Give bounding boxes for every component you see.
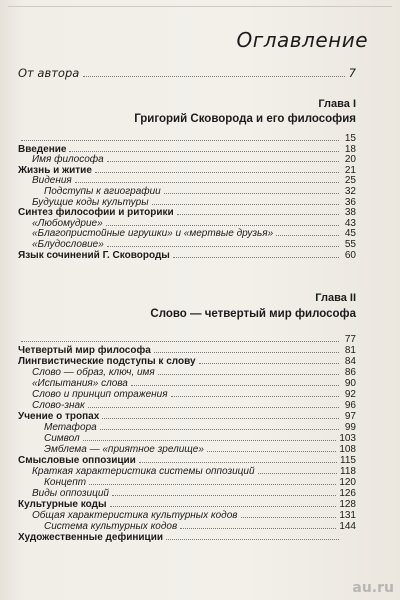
entry-label: Культурные коды — [18, 499, 107, 510]
toc-entry-author[interactable] — [18, 66, 356, 80]
leader-dots — [207, 451, 336, 452]
leader-dots — [152, 204, 339, 205]
leader-dots — [21, 341, 339, 342]
leader-dots — [102, 418, 339, 419]
leader-dots — [112, 495, 336, 496]
leader-dots — [180, 528, 336, 529]
entry-label: Язык сочинений Г. Сковороды — [18, 249, 170, 261]
entry-label: Эмблема — «приятное зрелище» — [44, 444, 204, 455]
entry-page: 86 — [344, 367, 356, 378]
page-title: Оглавление — [236, 28, 368, 52]
leader-dots — [154, 352, 339, 353]
entry-label: Система культурных кодов — [44, 521, 178, 532]
leader-dots — [88, 407, 339, 408]
entry-label: Краткая характеристика системы оппозиций — [32, 466, 255, 477]
entry-label: Слово-знак — [32, 400, 85, 411]
entry-page: 38 — [344, 207, 356, 219]
leader-dots — [83, 76, 344, 77]
chapter-title: Григорий Сковорода и его философия — [134, 113, 356, 125]
entry-label: От автора — [18, 66, 80, 80]
entry-page: 92 — [344, 389, 356, 400]
leader-dots — [106, 225, 339, 226]
entry-page: 32 — [344, 186, 356, 197]
entry-label: Четвертый мир философа — [18, 345, 151, 356]
entry-page: 118 — [340, 466, 356, 477]
entry-page: 55 — [344, 239, 356, 250]
entry-page: 108 — [339, 444, 356, 455]
entry-page: 128 — [339, 499, 356, 510]
entry-label: Общая характеристика культурных кодов — [32, 510, 238, 521]
entry-page: 77 — [344, 334, 356, 345]
entry-label: Подступы к агиографии — [44, 186, 161, 197]
entry-page: 103 — [339, 433, 356, 444]
entry-page: 36 — [344, 196, 356, 208]
entry-page: 43 — [344, 217, 356, 229]
leader-dots — [139, 462, 337, 463]
leader-dots — [95, 172, 339, 173]
chapter-number: Глава I — [318, 98, 356, 110]
entry-label: Концепт — [44, 477, 87, 488]
leader-dots — [173, 257, 339, 258]
leader-dots — [199, 363, 339, 364]
entry-label: Видения — [32, 175, 72, 187]
entry-label: Слово — образ, ключ, имя — [32, 367, 155, 378]
entry-page: 7 — [348, 66, 356, 80]
top-divider — [8, 6, 392, 7]
leader-dots — [131, 385, 339, 386]
entry-label: Смысловые оппозиции — [18, 455, 136, 466]
entry-page: 18 — [344, 143, 356, 155]
chapter-number: Глава II — [315, 292, 356, 304]
entry-label: Введение — [18, 143, 67, 155]
entry-label: «Блудословие» — [32, 239, 104, 250]
entry-label: «Испытания» слова — [32, 378, 128, 389]
entry-label: Имя философа — [32, 154, 104, 166]
entry-label: Слово и принцип отражения — [32, 389, 168, 400]
leader-dots — [21, 140, 339, 141]
watermark: au.ru — [352, 580, 394, 596]
toc-entry[interactable] — [18, 249, 356, 261]
leader-dots — [100, 429, 339, 430]
leader-dots — [171, 396, 339, 397]
entry-label: «Благопристойные игрушки» и «мертвые друзья» — [32, 228, 274, 240]
leader-dots — [107, 161, 339, 162]
leader-dots — [166, 539, 339, 540]
leader-dots — [89, 484, 336, 485]
entry-label: Метафора — [44, 422, 97, 433]
entry-page: 90 — [344, 378, 356, 389]
entry-page: 99 — [344, 422, 356, 433]
entry-label: Жизнь и житие — [18, 164, 92, 176]
leader-dots — [75, 182, 339, 183]
entry-page: 21 — [344, 164, 356, 176]
entry-page: 97 — [344, 411, 356, 422]
leader-dots — [241, 517, 337, 518]
entry-label: Виды оппозиций — [32, 488, 109, 499]
leader-dots — [107, 246, 339, 247]
entry-label: «Любомудрие» — [32, 217, 103, 229]
entry-page: 115 — [340, 455, 356, 466]
entry-page: 45 — [344, 228, 356, 240]
entry-label: Лингвистические подступы к слову — [18, 356, 196, 367]
entry-page: 120 — [339, 477, 356, 488]
leader-dots — [83, 440, 337, 441]
entry-page: 20 — [344, 154, 356, 166]
entry-page: 84 — [344, 356, 356, 367]
leader-dots — [276, 235, 339, 236]
leader-dots — [164, 193, 339, 194]
leader-dots — [110, 506, 337, 507]
leader-dots — [258, 473, 338, 474]
entry-page: 25 — [344, 175, 356, 187]
entry-label: Будущие коды культуры — [32, 196, 149, 208]
entry-label: Художественные дефиниции — [18, 532, 163, 543]
entry-label: Учение о тропах — [18, 411, 100, 422]
entry-page: 60 — [344, 249, 356, 261]
leader-dots — [177, 214, 339, 215]
leader-dots — [158, 374, 339, 375]
entry-label: Символ — [44, 433, 80, 444]
entry-page: 96 — [344, 400, 356, 411]
toc-entry[interactable] — [18, 531, 356, 543]
entry-page: 15 — [344, 133, 356, 144]
entry-page: 81 — [344, 345, 356, 356]
leader-dots — [69, 151, 339, 152]
entry-page: 144 — [339, 521, 356, 532]
entry-page: 126 — [339, 488, 356, 499]
entry-label: Синтез философии и риторики — [18, 207, 174, 219]
entry-page: 131 — [339, 510, 356, 521]
chapter-title: Слово — четвертый мир философа — [150, 308, 356, 320]
